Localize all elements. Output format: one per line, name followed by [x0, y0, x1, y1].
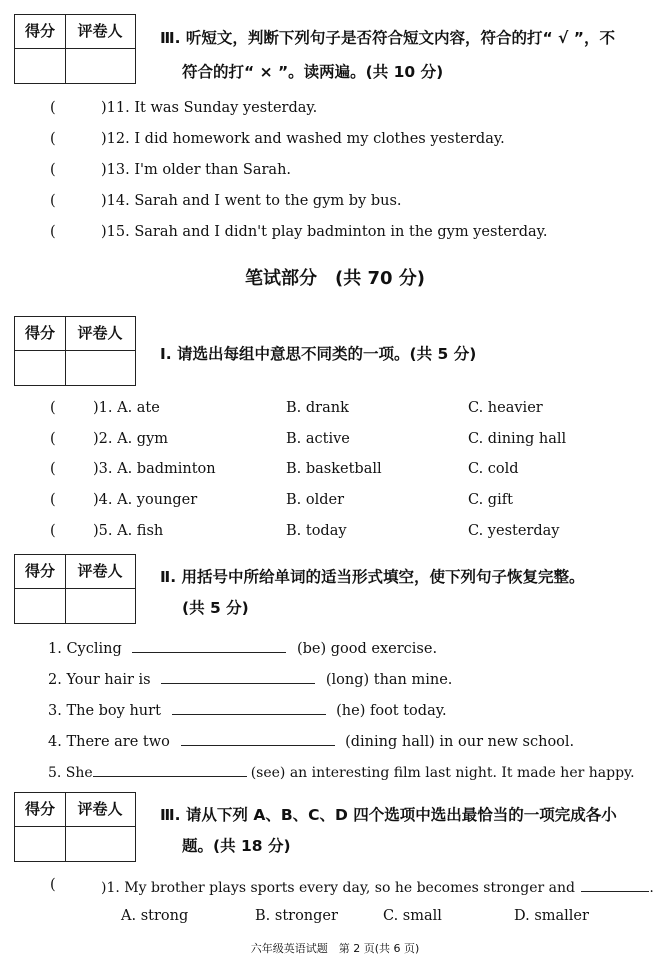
option-c: C. heavier [468, 400, 543, 416]
fill-post: (he) foot today. [336, 703, 447, 719]
option-c: C. yesterday [468, 523, 560, 539]
grader-label: 评卷人 [77, 324, 123, 342]
answer-paren[interactable]: ( [50, 877, 56, 893]
score-label: 得分 [15, 555, 66, 588]
answer-paren[interactable]: ( [50, 193, 56, 209]
option-a: )1. A. ate [93, 400, 160, 416]
fill-pre: 4. There are two [48, 734, 170, 750]
grader-label: 评卷人 [77, 22, 123, 40]
fill-pre: 2. Your hair is [48, 672, 151, 688]
score-box [14, 554, 136, 624]
grader-label: 评卷人 [77, 800, 123, 818]
option-a: )5. A. fish [93, 523, 164, 539]
listen3-heading-1: Ⅲ. 听短文，判断下列句子是否符合短文内容，符合的打“ √ ”，不 [160, 29, 615, 47]
answer-paren[interactable]: ( [50, 461, 56, 477]
grader-label: 评卷人 [77, 562, 123, 580]
fill-item [48, 762, 635, 781]
fill-post: (dining hall) in our new school. [345, 734, 575, 750]
answer-paren[interactable]: ( [50, 431, 56, 447]
question-text: )1. My brother plays sports every day, so he becomes stronger and [101, 880, 575, 896]
fill-item [48, 731, 574, 750]
fill-post: (be) good exercise. [296, 641, 438, 657]
answer-blank[interactable] [161, 669, 315, 684]
answer-paren[interactable]: ( [50, 523, 56, 539]
option-b: B. stronger [255, 908, 338, 924]
score-box [14, 792, 136, 862]
listen3-heading-2: 符合的打“ × ”。读两遍。(共 10 分) [182, 63, 444, 81]
answer-paren[interactable]: ( [50, 224, 56, 240]
part3-heading-2: 题。(共 18 分) [182, 837, 291, 855]
list-item: )12. I did homework and washed my clothes yesterday. [101, 131, 505, 147]
answer-blank[interactable] [93, 762, 247, 777]
answer-blank[interactable] [132, 638, 286, 653]
part3-heading-1: Ⅲ. 请从下列 A、B、C、D 四个选项中选出最恰当的一项完成各小 [160, 806, 617, 824]
score-box [14, 14, 136, 84]
fill-item [48, 700, 447, 719]
list-item: )11. It was Sunday yesterday. [101, 100, 318, 116]
score-label: 得分 [15, 15, 66, 48]
option-c: C. cold [468, 461, 519, 477]
answer-paren[interactable]: ( [50, 400, 56, 416]
option-c: C. small [383, 908, 442, 924]
option-b: B. today [286, 523, 347, 539]
option-b: B. drank [286, 400, 349, 416]
fill-pre: 5. She [48, 765, 93, 781]
answer-paren[interactable]: ( [50, 131, 56, 147]
score-label: 得分 [15, 317, 66, 350]
option-c: C. gift [468, 492, 513, 508]
part2-heading-2: (共 5 分) [182, 599, 249, 617]
option-d: D. smaller [514, 908, 589, 924]
score-label: 得分 [15, 793, 66, 826]
question-item: )1. My brother plays sports every day, so he becomes stronger and . [101, 877, 654, 896]
answer-blank[interactable] [581, 877, 649, 892]
option-a: )3. A. badminton [93, 461, 216, 477]
answer-paren[interactable]: ( [50, 162, 56, 178]
option-a: )4. A. younger [93, 492, 198, 508]
option-a: A. strong [121, 908, 189, 924]
part1-heading: Ⅰ. 请选出每组中意思不同类的一项。(共 5 分) [160, 345, 477, 363]
written-section-title: 笔试部分 (共 70 分) [244, 268, 426, 289]
answer-blank[interactable] [172, 700, 326, 715]
list-item: )14. Sarah and I went to the gym by bus. [101, 193, 402, 209]
option-b: B. basketball [286, 461, 382, 477]
score-box [14, 316, 136, 386]
fill-post: (long) than mine. [325, 672, 453, 688]
fill-item [48, 669, 452, 688]
list-item: )13. I'm older than Sarah. [101, 162, 292, 178]
fill-pre: 1. Cycling [48, 641, 122, 657]
option-b: B. older [286, 492, 345, 508]
answer-blank[interactable] [181, 731, 335, 746]
fill-pre: 3. The boy hurt [48, 703, 161, 719]
fill-post: (see) an interesting film last night. It made her happy. [250, 765, 635, 781]
option-b: B. active [286, 431, 350, 447]
part2-heading-1: Ⅱ. 用括号中所给单词的适当形式填空，使下列句子恢复完整。 [160, 568, 585, 586]
answer-paren[interactable]: ( [50, 492, 56, 508]
option-c: C. dining hall [468, 431, 567, 447]
page-footer: 六年级英语试题 第 2 页(共 6 页) [250, 942, 420, 955]
list-item: )15. Sarah and I didn't play badminton in the gym yesterday. [101, 224, 548, 240]
option-a: )2. A. gym [93, 431, 169, 447]
answer-paren[interactable]: ( [50, 100, 56, 116]
fill-item [48, 638, 437, 657]
